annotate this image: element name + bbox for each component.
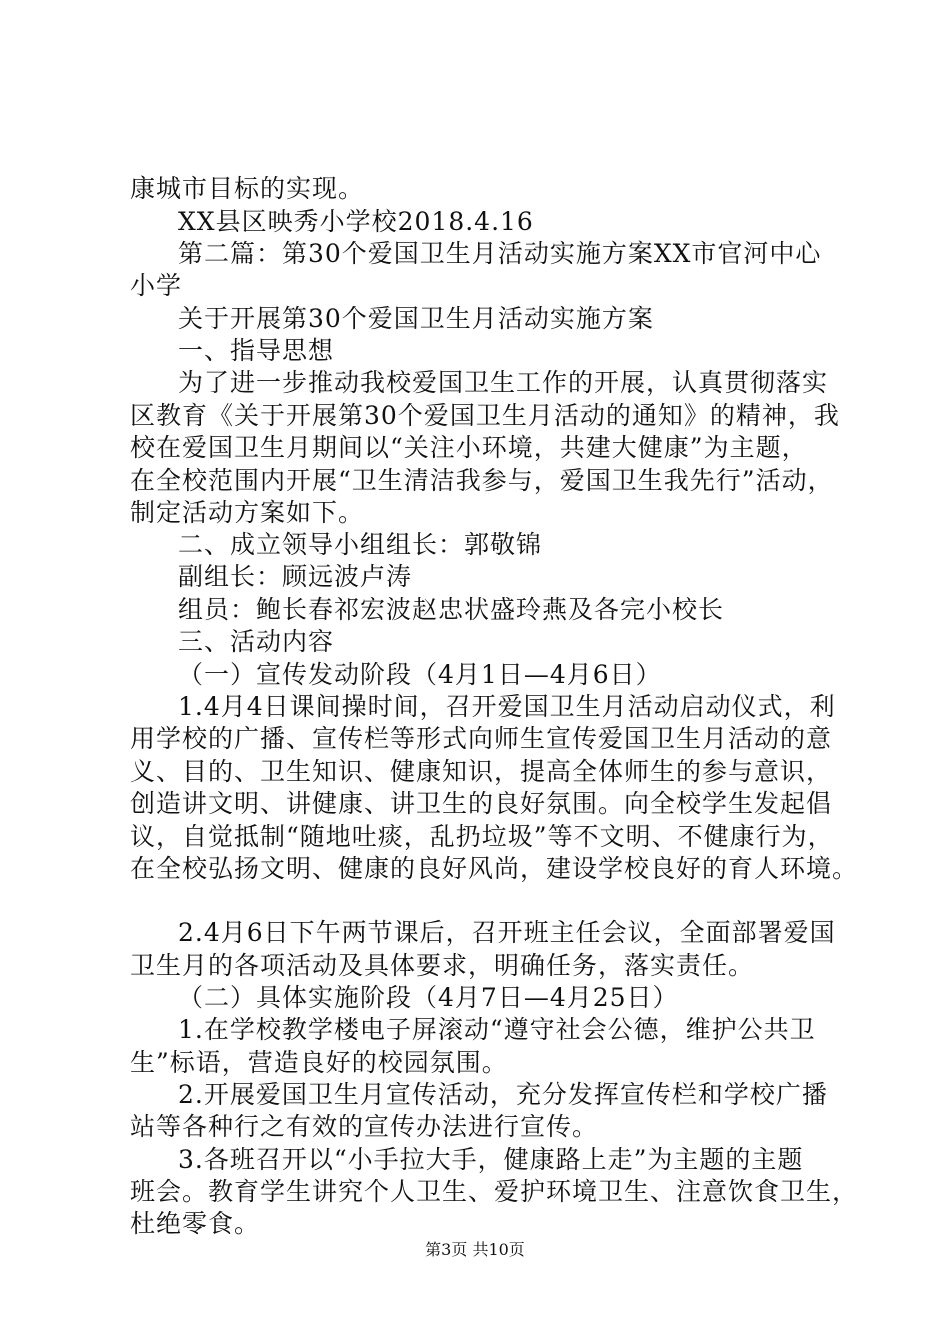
text-line: 康城市目标的实现。 [130, 174, 365, 203]
section-heading: 二、成立领导小组组长：郭敬锦 [178, 530, 543, 559]
text-line: 1.在学校教学楼电子屏滚动“遵守社会公德，维护公共卫 [178, 1015, 816, 1044]
text-line: 在全校弘扬文明、健康的良好风尚，建设学校良好的育人环境。 [130, 854, 859, 883]
text-line: 关于开展第30个爱国卫生月活动实施方案 [178, 304, 654, 333]
text-line: 组员：鲍长春祁宏波赵忠状盛玲燕及各完小校长 [178, 595, 725, 624]
text-line: 副组长：顾远波卢涛 [178, 562, 413, 591]
section-heading: 一、指导思想 [178, 336, 335, 365]
text-line: （一）宣传发动阶段（4月1日—4月6日） [178, 660, 662, 689]
text-line: 第二篇：第30个爱国卫生月活动实施方案XX市官河中心 [178, 239, 822, 268]
text-line: 议，自觉抵制“随地吐痰，乱扔垃圾”等不文明、不健康行为， [130, 822, 834, 851]
text-line: 杜绝零食。 [130, 1209, 261, 1238]
text-line: 生”标语，营造良好的校园氛围。 [130, 1048, 508, 1077]
text-line: 创造讲文明、讲健康、讲卫生的良好氛围。向全校学生发起倡 [130, 789, 833, 818]
text-line: 义、目的、卫生知识、健康知识，提高全体师生的参与意识， [130, 757, 833, 786]
text-line: XX县区映秀小学校2018.4.16 [178, 207, 534, 236]
text-line: 用学校的广播、宣传栏等形式向师生宣传爱国卫生月活动的意 [130, 724, 833, 753]
text-line: （二）具体实施阶段（4月7日—4月25日） [178, 983, 679, 1012]
text-line: 2.开展爱国卫生月宣传活动，充分发挥宣传栏和学校广播 [178, 1080, 828, 1109]
text-line: 2.4月6日下午两节课后，召开班主任会议，全面部署爱国 [178, 918, 836, 947]
text-line: 3.各班召开以“小手拉大手，健康路上走”为主题的主题 [178, 1145, 804, 1174]
section-heading: 三、活动内容 [178, 627, 335, 656]
text-line: 卫生月的各项活动及具体要求，明确任务，落实责任。 [130, 951, 755, 980]
text-line: 站等各种行之有效的宣传办法进行宣传。 [130, 1112, 599, 1141]
text-line: 小学 [130, 271, 183, 300]
text-line: 1.4月4日课间操时间，召开爱国卫生月活动启动仪式，利 [178, 692, 836, 721]
text-line: 为了进一步推动我校爱国卫生工作的开展，认真贯彻落实 [178, 368, 829, 397]
text-line: 校在爱国卫生月期间以“关注小环境，共建大健康”为主题， [130, 433, 808, 462]
text-line: 制定活动方案如下。 [130, 498, 365, 527]
text-line: 班会。教育学生讲究个人卫生、爱护环境卫生、注意饮食卫生， [130, 1177, 859, 1206]
text-line: 区教育《关于开展第30个爱国卫生月活动的通知》的精神，我 [130, 401, 840, 430]
text-line: 在全校范围内开展“卫生清洁我参与，爱国卫生我先行”活动， [130, 466, 834, 495]
page-number: 第3页 共10页 [425, 1240, 525, 1259]
